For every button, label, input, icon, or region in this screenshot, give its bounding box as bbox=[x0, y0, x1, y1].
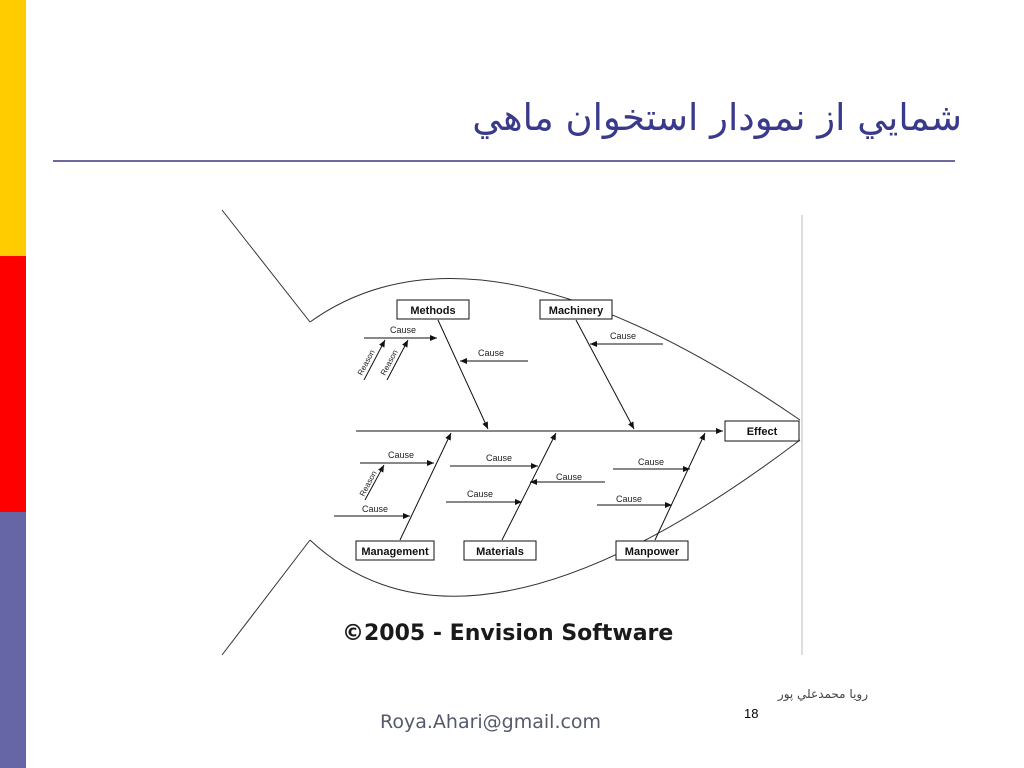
cause-label: Cause bbox=[486, 453, 513, 463]
machinery-label: Machinery bbox=[548, 305, 604, 317]
management-label: Management bbox=[361, 546, 429, 558]
author-name: رويا محمدعلي پور bbox=[777, 687, 868, 701]
cause-label: Cause bbox=[362, 504, 389, 514]
manpower-label: Manpower bbox=[624, 546, 680, 558]
methods-label: Methods bbox=[410, 305, 456, 317]
author-email: Roya.Ahari@gmail.com bbox=[380, 711, 602, 733]
methods-bone bbox=[438, 320, 488, 429]
cause-label: Cause bbox=[390, 325, 417, 335]
page-number: 18 bbox=[744, 706, 759, 721]
fish-tail-lower bbox=[222, 540, 310, 655]
cause-label: Cause bbox=[388, 450, 415, 460]
sidebar-stripe-yellow bbox=[0, 0, 26, 256]
cause-label: Cause bbox=[638, 457, 665, 467]
slide-title: شمايي از نمودار استخوان ماهي bbox=[472, 96, 962, 139]
manpower-bone bbox=[655, 433, 705, 540]
reason-label: Reason bbox=[357, 469, 379, 498]
effect-label: Effect bbox=[746, 426, 778, 438]
fishbone-diagram bbox=[220, 205, 810, 660]
copyright-text: ©2005 - Envision Software bbox=[342, 621, 674, 646]
cause-label: Cause bbox=[478, 348, 505, 358]
sidebar-stripe-blue bbox=[0, 512, 26, 768]
cause-label: Cause bbox=[556, 472, 583, 482]
cause-label: Cause bbox=[610, 331, 637, 341]
title-divider bbox=[53, 160, 955, 162]
reason-label: Reason bbox=[355, 348, 377, 377]
sidebar-stripe-red bbox=[0, 256, 26, 512]
cause-label: Cause bbox=[467, 489, 494, 499]
materials-label: Materials bbox=[476, 546, 524, 558]
reason-label: Reason bbox=[378, 348, 400, 377]
cause-label: Cause bbox=[616, 494, 643, 504]
materials-bone bbox=[502, 433, 556, 540]
fish-tail-upper bbox=[222, 210, 310, 322]
